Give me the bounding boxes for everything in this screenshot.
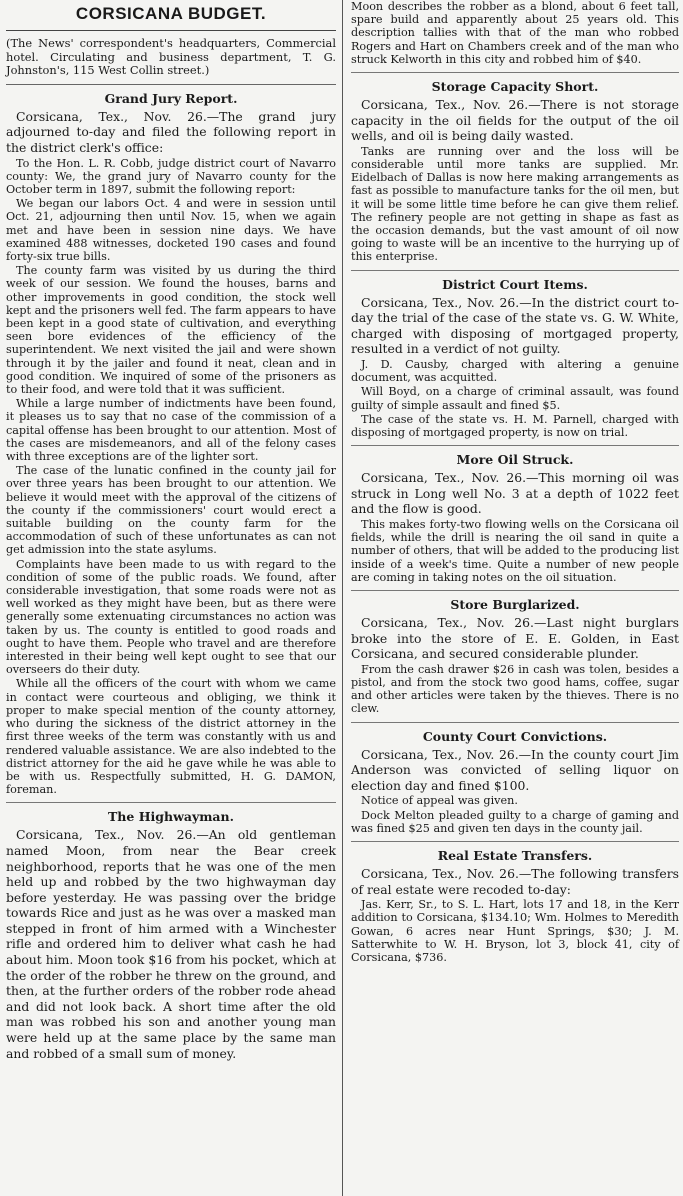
article-district-court [351, 277, 679, 440]
article-grand-jury [6, 91, 336, 797]
article-county-court [351, 729, 679, 835]
paragraph: Tanks are running over and the loss will be considerable until more tanks are supplied. Mr. Eidelbach of Dallas is now here making arrangements as fast as possible to manufacture tanks for the oil men, but it will be some little time before he can give them relief. The refinery people are not getting in shape as fast as the occasion demands, but the vast amount of oil now going to waste will be an incentive to the hurrying up of this enterprise. [351, 144, 679, 264]
divider [351, 722, 679, 723]
headline: Grand Jury Report. [104, 90, 238, 106]
article-lead: Corsicana, Tex., Nov. 26.—An old gentleman named Moon, from near the Bear creek neighborhood, reports that he was one of the men held up and robbed by the two highwayman day before yesterday. He was passing over the bridge towards Rice and just as he was over a masked man stepped in front of him armed with a Winchester rifle and ordered him to deliver what cash he had about him. Moon took $16 from his pocket, which at the order of the robber he threw on the ground, and then, at the further orders of the robber rode ahead and did not look back. A short time after the old man was robbed his son and another young man were held up at the same place by the same man and robbed of a small sum of money. [6, 827, 336, 1061]
divider [351, 841, 679, 842]
headline: Storage Capacity Short. [431, 79, 599, 95]
paragraph: The county farm was visited by us during the third week of our session. We found the houses, barns and other improvements in good condition, the stock well kept and the prisoners well fed. The farm appears to have been kept in a good state of cultivation, and everything seen bore evidences of the efficiency of the superintendent. We next visited the jail and were shown through it by the jailer and found it neat, clean and in good condition. We inquired of some of the prisoners as to their food, and were told that it was sufficient. [6, 264, 336, 397]
divider [351, 445, 679, 446]
paragraph: From the cash drawer $26 in cash was tolen, besides a pistol, and from the stock two good hams, coffee, sugar and other articles were taken by the thieves. There is no clew. [351, 662, 679, 716]
article-oil-struck [351, 452, 679, 584]
paragraph: While all the officers of the court with whom we came in contact were courteous and obliging, we think it proper to make special mention of the county attorney, who during the sickness of the district attorney in the first three weeks of the term was constantly with us and rendered valuable assistance. We are also indebted to the district attorney for the aid he gave while he was able to be with us. Respectfully submitted, H. G. DAMON, foreman. [6, 677, 336, 797]
article-lead: Corsicana, Tex., Nov. 26.—In the district court to-day the trial of the case of the state vs. G. W. White, charged with disposing of mortgaged property, resulted in a verdict of not guilty. [351, 294, 679, 357]
paragraph: Complaints have been made to us with regard to the condition of some of the public roads. We found, after considerable investigation, that some roads were not as well worked as they might have been, but as there were generally some extenuating circumstances no action was taken by us. The county is entitled to good roads and ought to have them. People who travel and are therefore interested in their being well kept ought to see that our overseers do their duty. [6, 557, 336, 677]
article-lead: Corsicana, Tex., Nov. 26.—The grand jury adjourned to-day and filed the following report in the district clerk's office: [6, 108, 336, 155]
article-lead: Corsicana, Tex., Nov. 26.—In the county court Jim Anderson was convicted of selling liquor on election day and fined $100. [351, 746, 679, 793]
right-column [344, 0, 683, 1196]
divider [351, 270, 679, 271]
article-lead: Corsicana, Tex., Nov. 26.—Last night burglars broke into the store of E. E. Golden, in East Corsicana, and secured considerable plunder. [351, 615, 679, 662]
headline: County Court Convictions. [422, 728, 608, 744]
article-lead: Corsicana, Tex., Nov. 26.—There is not storage capacity in the oil fields for the output of the oil wells, and oil is being daily wasted. [351, 97, 679, 144]
divider [6, 84, 336, 85]
headline: Store Burglarized. [450, 597, 580, 613]
article-lead: Corsicana, Tex., Nov. 26.—This morning oil was struck in Long well No. 3 at a depth of 1022 feet and the flow is good. [351, 470, 679, 517]
headline: District Court Items. [442, 276, 588, 292]
masthead: CORSICANA BUDGET. [75, 4, 267, 23]
paragraph: While a large number of indictments have been found, it pleases us to say that no case of the commission of a capital offense has been brought to our attention. Most of the cases are misdemeanors, and all of the felony cases with three exceptions are of the lighter sort. [6, 397, 336, 464]
paragraph-continued: Moon describes the robber as a blond, about 6 feet tall, spare build and apparently about 25 years old. This description tallies with that of the man who robbed Rogers and Hart on Chambers creek and of the man who struck Kelworth in this city and robbed him of $40. [351, 0, 679, 66]
divider [6, 802, 336, 803]
paragraph: J. D. Causby, charged with altering a genuine document, was acquitted. [351, 358, 679, 385]
paragraph: Dock Melton pleaded guilty to a charge of gaming and was fined $25 and given ten days in the county jail. [351, 808, 679, 835]
masthead-rule [6, 30, 336, 31]
article-real-estate [351, 848, 679, 964]
paragraph: Notice of appeal was given. [361, 794, 518, 808]
article-lead: Corsicana, Tex., Nov. 26.—The following transfers of real estate were recoded to-day: [351, 866, 679, 897]
divider [351, 72, 679, 73]
paragraph: Will Boyd, on a charge of criminal assault, was found guilty of simple assault and fined $5. [351, 385, 679, 412]
headline: More Oil Struck. [456, 452, 574, 468]
paragraph: To the Hon. L. R. Cobb, judge district court of Navarro county: We, the grand jury of Navarro county for the October term in 1897, submit the following report: [6, 156, 336, 196]
headline: The Highwayman. [108, 809, 234, 825]
paragraph: We began our labors Oct. 4 and were in session until Oct. 21, adjourning then until Nov. 15, when we again met and have been in session nine days. We have examined 488 witnesses, docketed 190 cases and found forty-six true bills. [6, 197, 336, 263]
office-note: (The News' correspondent's headquarters, Commercial hotel. Circulating and business department, T. G. Johnston's, 115 West Collin street.) [6, 36, 336, 78]
paragraph: The case of the state vs. H. M. Parnell, charged with disposing of mortgaged property, is now on trial. [351, 412, 679, 440]
article-storage [351, 79, 679, 264]
article-burglarized [351, 597, 679, 716]
column-rule [342, 0, 343, 1196]
article-highwayman [6, 809, 336, 1061]
headline: Real Estate Transfers. [437, 848, 593, 863]
divider [351, 590, 679, 591]
paragraph: Jas. Kerr, Sr., to S. L. Hart, lots 17 and 18, in the Kerr addition to Corsicana, $134.10; Wm. Holmes to Meredith Gowan, 6 acres near Hunt Springs, $30; J. M. Satterwhite to W. H. Bryson, lot 3, block 41, city of Corsicana, $736. [351, 898, 679, 964]
paragraph: The case of the lunatic confined in the county jail for over three years has been brought to our attention. We believe it would meet with the approval of the citizens of the county if the commissioners' court would erect a suitable building on the county farm for the accommodation of such of these unfortunates as can not get admission into the state asylums. [6, 464, 336, 557]
paragraph: This makes forty-two flowing wells on the Corsicana oil fields, while the drill is nearing the oil sand in quite a number of others, that will be added to the producing list inside of a week's time. Quite a number of new people are coming in taking notes on the oil situation. [351, 518, 679, 584]
